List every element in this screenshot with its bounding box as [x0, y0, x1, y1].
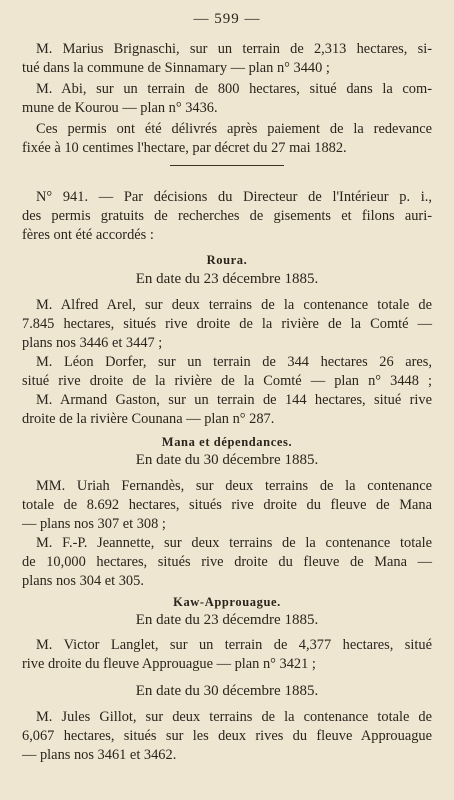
- text-line: M. Armand Gaston, sur un terrain de 144 hectares, situé rive: [36, 392, 432, 408]
- text-line: Ces permis ont été délivrés après paiement de la redevance: [36, 121, 432, 137]
- text-line: fixée à 10 centimes l'hectare, par décret du 27 mai 1882.: [22, 140, 347, 156]
- section-date: En date du 30 décembre 1885.: [135, 452, 319, 468]
- text-line: totale de 8.692 hectares, situés rive droite du fleuve de Mana: [22, 497, 432, 513]
- text-line: M. Abi, sur un terrain de 800 hectares, situé dans la com-: [36, 81, 432, 97]
- section-date: En date du 23 décemdre 1885.: [135, 612, 319, 628]
- text-line: tué dans la commune de Sinnamary — plan n° 3440 ;: [22, 60, 330, 76]
- text-line: M. F.-P. Jeannette, sur deux terrains de la contenance totale: [36, 535, 432, 551]
- text-line: M. Jules Gillot, sur deux terrains de la contenance totale de: [36, 709, 432, 725]
- text-line: MM. Uriah Fernandès, sur deux terrains de la contenance: [36, 478, 432, 494]
- text-line: plans nos 304 et 305.: [22, 573, 144, 589]
- text-line: M. Victor Langlet, sur un terrain de 4,377 hectares, situé: [36, 637, 432, 653]
- text-line: M. Léon Dorfer, sur un terrain de 344 hectares 26 ares,: [36, 354, 432, 370]
- text-line: rive droite du fleuve Approuague — plan n° 3421 ;: [22, 656, 316, 672]
- section-heading: Kaw-Approuague.: [173, 595, 281, 609]
- text-line: droite de la rivière Counana — plan n° 287.: [22, 411, 275, 427]
- section-date: En date du 30 décembre 1885.: [135, 683, 319, 699]
- text-line: 6,067 hectares, situés sur les deux rives du fleuve Approuague: [22, 728, 432, 744]
- text-line: M. Marius Brignaschi, sur un terrain de 2,313 hectares, si-: [36, 41, 432, 57]
- text-line: N° 941. — Par décisions du Directeur de l'Intérieur p. i.,: [36, 189, 432, 205]
- text-line: M. Alfred Arel, sur deux terrains de la contenance totale de: [36, 297, 432, 313]
- text-line: de 10,000 hectares, situés rive droite du fleuve de Mana —: [22, 554, 432, 570]
- text-line: mune de Kourou — plan n° 3436.: [22, 100, 218, 116]
- section-heading: Mana et dépendances.: [161, 435, 293, 449]
- text-line: — plans nos 307 et 308 ;: [22, 516, 166, 532]
- text-line: plans nos 3446 et 3447 ;: [22, 335, 163, 351]
- text-line: — plans nos 3461 et 3462.: [22, 747, 177, 763]
- section-divider: [170, 165, 284, 166]
- section-date: En date du 23 décembre 1885.: [135, 271, 319, 287]
- text-line: des permis gratuits de recherches de gisements et filons auri-: [22, 208, 432, 224]
- section-heading: Roura.: [206, 253, 248, 267]
- text-line: situé rive droite de la rivière de la Comté — plan n° 3448 ;: [22, 373, 432, 389]
- text-line: fères ont été accordés :: [22, 227, 154, 243]
- text-line: 7.845 hectares, situés rive droite de la rivière de la Comté —: [22, 316, 432, 332]
- page-number: — 599 —: [193, 11, 261, 27]
